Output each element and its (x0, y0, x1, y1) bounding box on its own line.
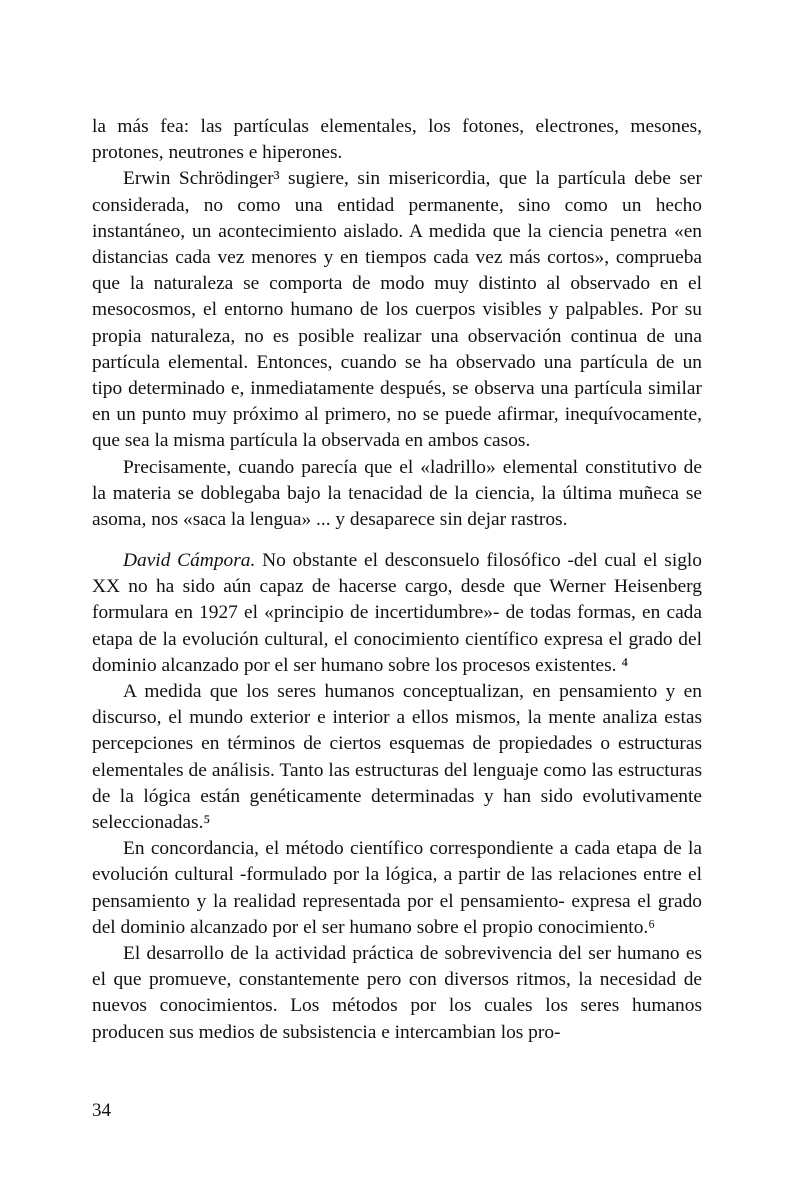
text-block-top (92, 114, 702, 533)
paragraph-ladrillo: Precisamente, cuando parecía que el «ladrillo» elemental constitutivo de la materia se doblegaba bajo la tenacidad de la ciencia, la última muñeca se asoma, nos «saca la lengua» ... y desaparece sin dejar rastros. (92, 456, 702, 531)
page-number: 34 (92, 1100, 111, 1121)
paragraph-schrodinger: Erwin Schrödinger³ sugiere, sin misericordia, que la partícula debe ser considerada, no como una entidad permanente, sino como un hecho instantáneo, un acontecimiento aislado. A medida que la ciencia penetra «en distancias cada vez menores y en tiempos cada vez más cortos», comprueba que la naturaleza se comporta de modo muy distinto al observado en el mesocosmos, el entorno humano de los cuerpos visibles y palpables. Por su propia naturaleza, no es posible realizar una observación continua de una partícula elemental. Entonces, cuando se ha observado una partícula de un tipo determinado e, inmediatamente después, se observa una partícula similar en un punto muy próximo al primero, no se puede afirmar, inequívocamente, que sea la misma partícula la observada en ambos casos. (92, 168, 702, 452)
section-author: David Cámpora. (123, 550, 256, 571)
paragraph-desarrollo: El desarrollo de la actividad práctica de sobrevivencia del ser humano es el que promueve, constantemente pero con diversos ritmos, la necesidad de nuevos conocimientos. Los métodos por los cuales los seres humanos producen sus medios de subsistencia e intercambian los pro- (92, 943, 702, 1043)
paragraph-continued: la más fea: las partículas elementales, los fotones, electrones, mesones, protones, neutrones e hiperones. (92, 116, 702, 164)
paragraph-metodo: En concordancia, el método científico correspondiente a cada etapa de la evolución cultural -formulado por la lógica, a partir de las relaciones entre el pensamiento y la realidad representada por el pensamiento- expresa el grado del dominio alcanzado por el ser humano sobre el propio conocimiento.⁶ (92, 838, 702, 938)
paragraph-estructuras: A medida que los seres humanos conceptualizan, en pensamiento y en discurso, el mundo exterior e interior a ellos mismos, la mente analiza estas percepciones en términos de ciertos esquemas de propiedades o estructuras elementales de análisis. Tanto las estructuras del lenguaje como las estructuras de la lógica están genéticamente determinadas y han sido evolutivamente seleccionadas.⁵ (92, 681, 702, 834)
paragraph-campora (92, 548, 702, 679)
section-intro-text: No obstante el desconsuelo filosófico -del cual el siglo XX no ha sido aún capaz de hacerse cargo, desde que Werner Heisenberg formulara en 1927 el «principio de incertidumbre»- de todas formas, en cada etapa de la evolución cultural, el conocimiento científico expresa el grado del dominio alcanzado por el ser humano sobre los procesos existentes. ⁴ (92, 550, 702, 676)
text-block-bottom (92, 548, 702, 1046)
